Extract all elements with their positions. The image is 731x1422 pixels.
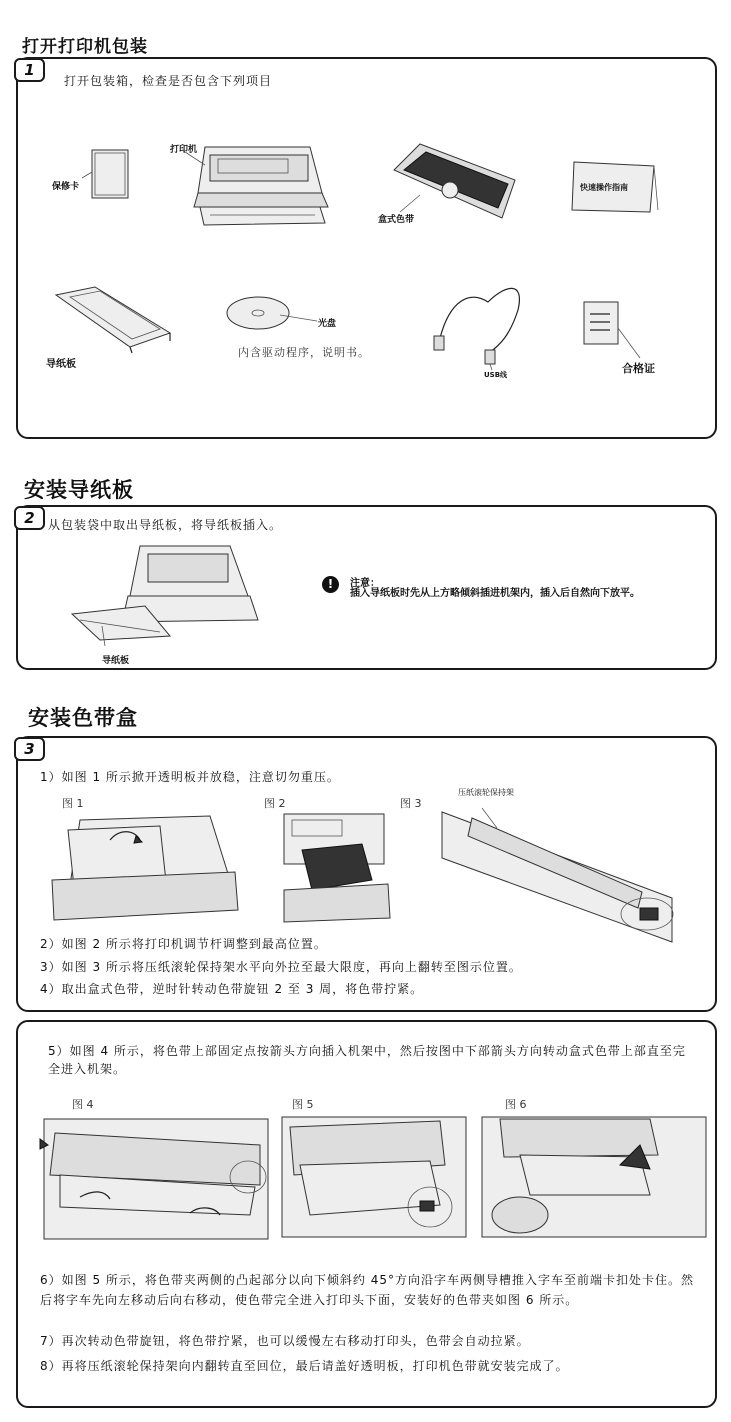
ribbon-step-1: 1）如图 1 所示掀开透明板并放稳，注意切勿重压。	[40, 770, 340, 784]
paper-guide-install-illustration	[70, 540, 270, 650]
step-badge-2: 2	[14, 506, 45, 530]
ribbon-step-2: 2）如图 2 所示将打印机调节杆调整到最高位置。	[40, 937, 327, 951]
figure-3-illustration	[442, 808, 682, 948]
cd-note: 内含驱动程序，说明书。	[238, 346, 370, 359]
figure-6-illustration	[480, 1115, 710, 1243]
label-usb: USB线	[484, 371, 508, 379]
unpack-instruction: 打开包装箱，检查是否包含下列项目	[64, 74, 273, 88]
figure-5-illustration	[280, 1115, 470, 1243]
label-paper-guide: 导纸板	[46, 359, 76, 370]
note-text: 插入导纸板时先从上方略倾斜插进机架内，插入后自然向下放平。	[350, 588, 640, 599]
ribbon-step-3: 3）如图 3 所示将压纸滚轮保持架水平向外拉至最大限度，再向上翻转至图示位置。	[40, 960, 522, 974]
fig3-roller-label: 压纸滚轮保持架	[458, 788, 514, 797]
figure-4-illustration	[40, 1115, 272, 1243]
figure-label-paper-guide: 导纸板	[102, 656, 130, 666]
label-quick-guide: 快速操作指南	[580, 183, 628, 192]
section-heading-unpack: 打开打印机包装	[22, 37, 148, 57]
fig2-label: 图 2	[264, 797, 286, 810]
ribbon-step-7: 7）再次转动色带旋钮，将色带拧紧，也可以缓慢左右移动打印头，色带会自动拉紧。	[40, 1334, 530, 1348]
label-printer: 打印机	[170, 145, 198, 155]
ribbon-step-6: 6）如图 5 所示，将色带夹两侧的凸起部分以向下倾斜约 45°方向沿字车两侧导槽推入字车至前端卡扣处卡住。然后将字车先向左移动后向右移动，使色带完全进入打印头下面，安装好的色带夹如图 6 所示。	[40, 1273, 694, 1307]
fig6-label: 图 6	[505, 1098, 527, 1111]
fig5-label: 图 5	[292, 1098, 314, 1111]
figure-1-illustration	[50, 810, 240, 925]
step-badge-3: 3	[14, 737, 45, 761]
fig3-label: 图 3	[400, 797, 422, 810]
ribbon-step-5: 5）如图 4 所示，将色带上部固定点按箭头方向插入机架中，然后按图中下部箭头方向转动盒式色带上部直至完全进入机架。	[48, 1044, 686, 1076]
section-heading-paper-guide: 安装导纸板	[24, 478, 134, 502]
paper-guide-illustration	[50, 285, 175, 355]
usb-cable-illustration	[430, 280, 530, 375]
label-certificate: 合格证	[622, 362, 655, 375]
fig1-label: 图 1	[62, 797, 84, 810]
section-heading-ribbon: 安装色带盒	[28, 706, 138, 730]
printer-illustration	[190, 145, 330, 230]
label-cd: 光盘	[318, 319, 337, 329]
unpack-panel	[16, 57, 717, 439]
warranty-card-illustration	[90, 150, 130, 200]
ribbon-step-8: 8）再将压纸滚轮保持架向内翻转直至回位，最后请盖好透明板，打印机色带就安装完成了。	[40, 1359, 569, 1373]
paper-guide-instruction: 从包装袋中取出导纸板，将导纸板插入。	[48, 518, 283, 532]
label-warranty: 保修卡	[52, 182, 80, 192]
ribbon-step-4: 4）取出盒式色带，逆时针转动色带旋钮 2 至 3 周，将色带拧紧。	[40, 982, 424, 996]
certificate-illustration	[580, 300, 650, 365]
label-ribbon: 盒式色带	[378, 215, 415, 225]
step-badge-1: 1	[14, 58, 45, 82]
warning-icon: !	[322, 576, 339, 593]
figure-2-illustration	[282, 810, 392, 925]
cd-illustration	[225, 295, 325, 335]
fig4-label: 图 4	[72, 1098, 94, 1111]
note-title: 注意：	[350, 578, 380, 589]
